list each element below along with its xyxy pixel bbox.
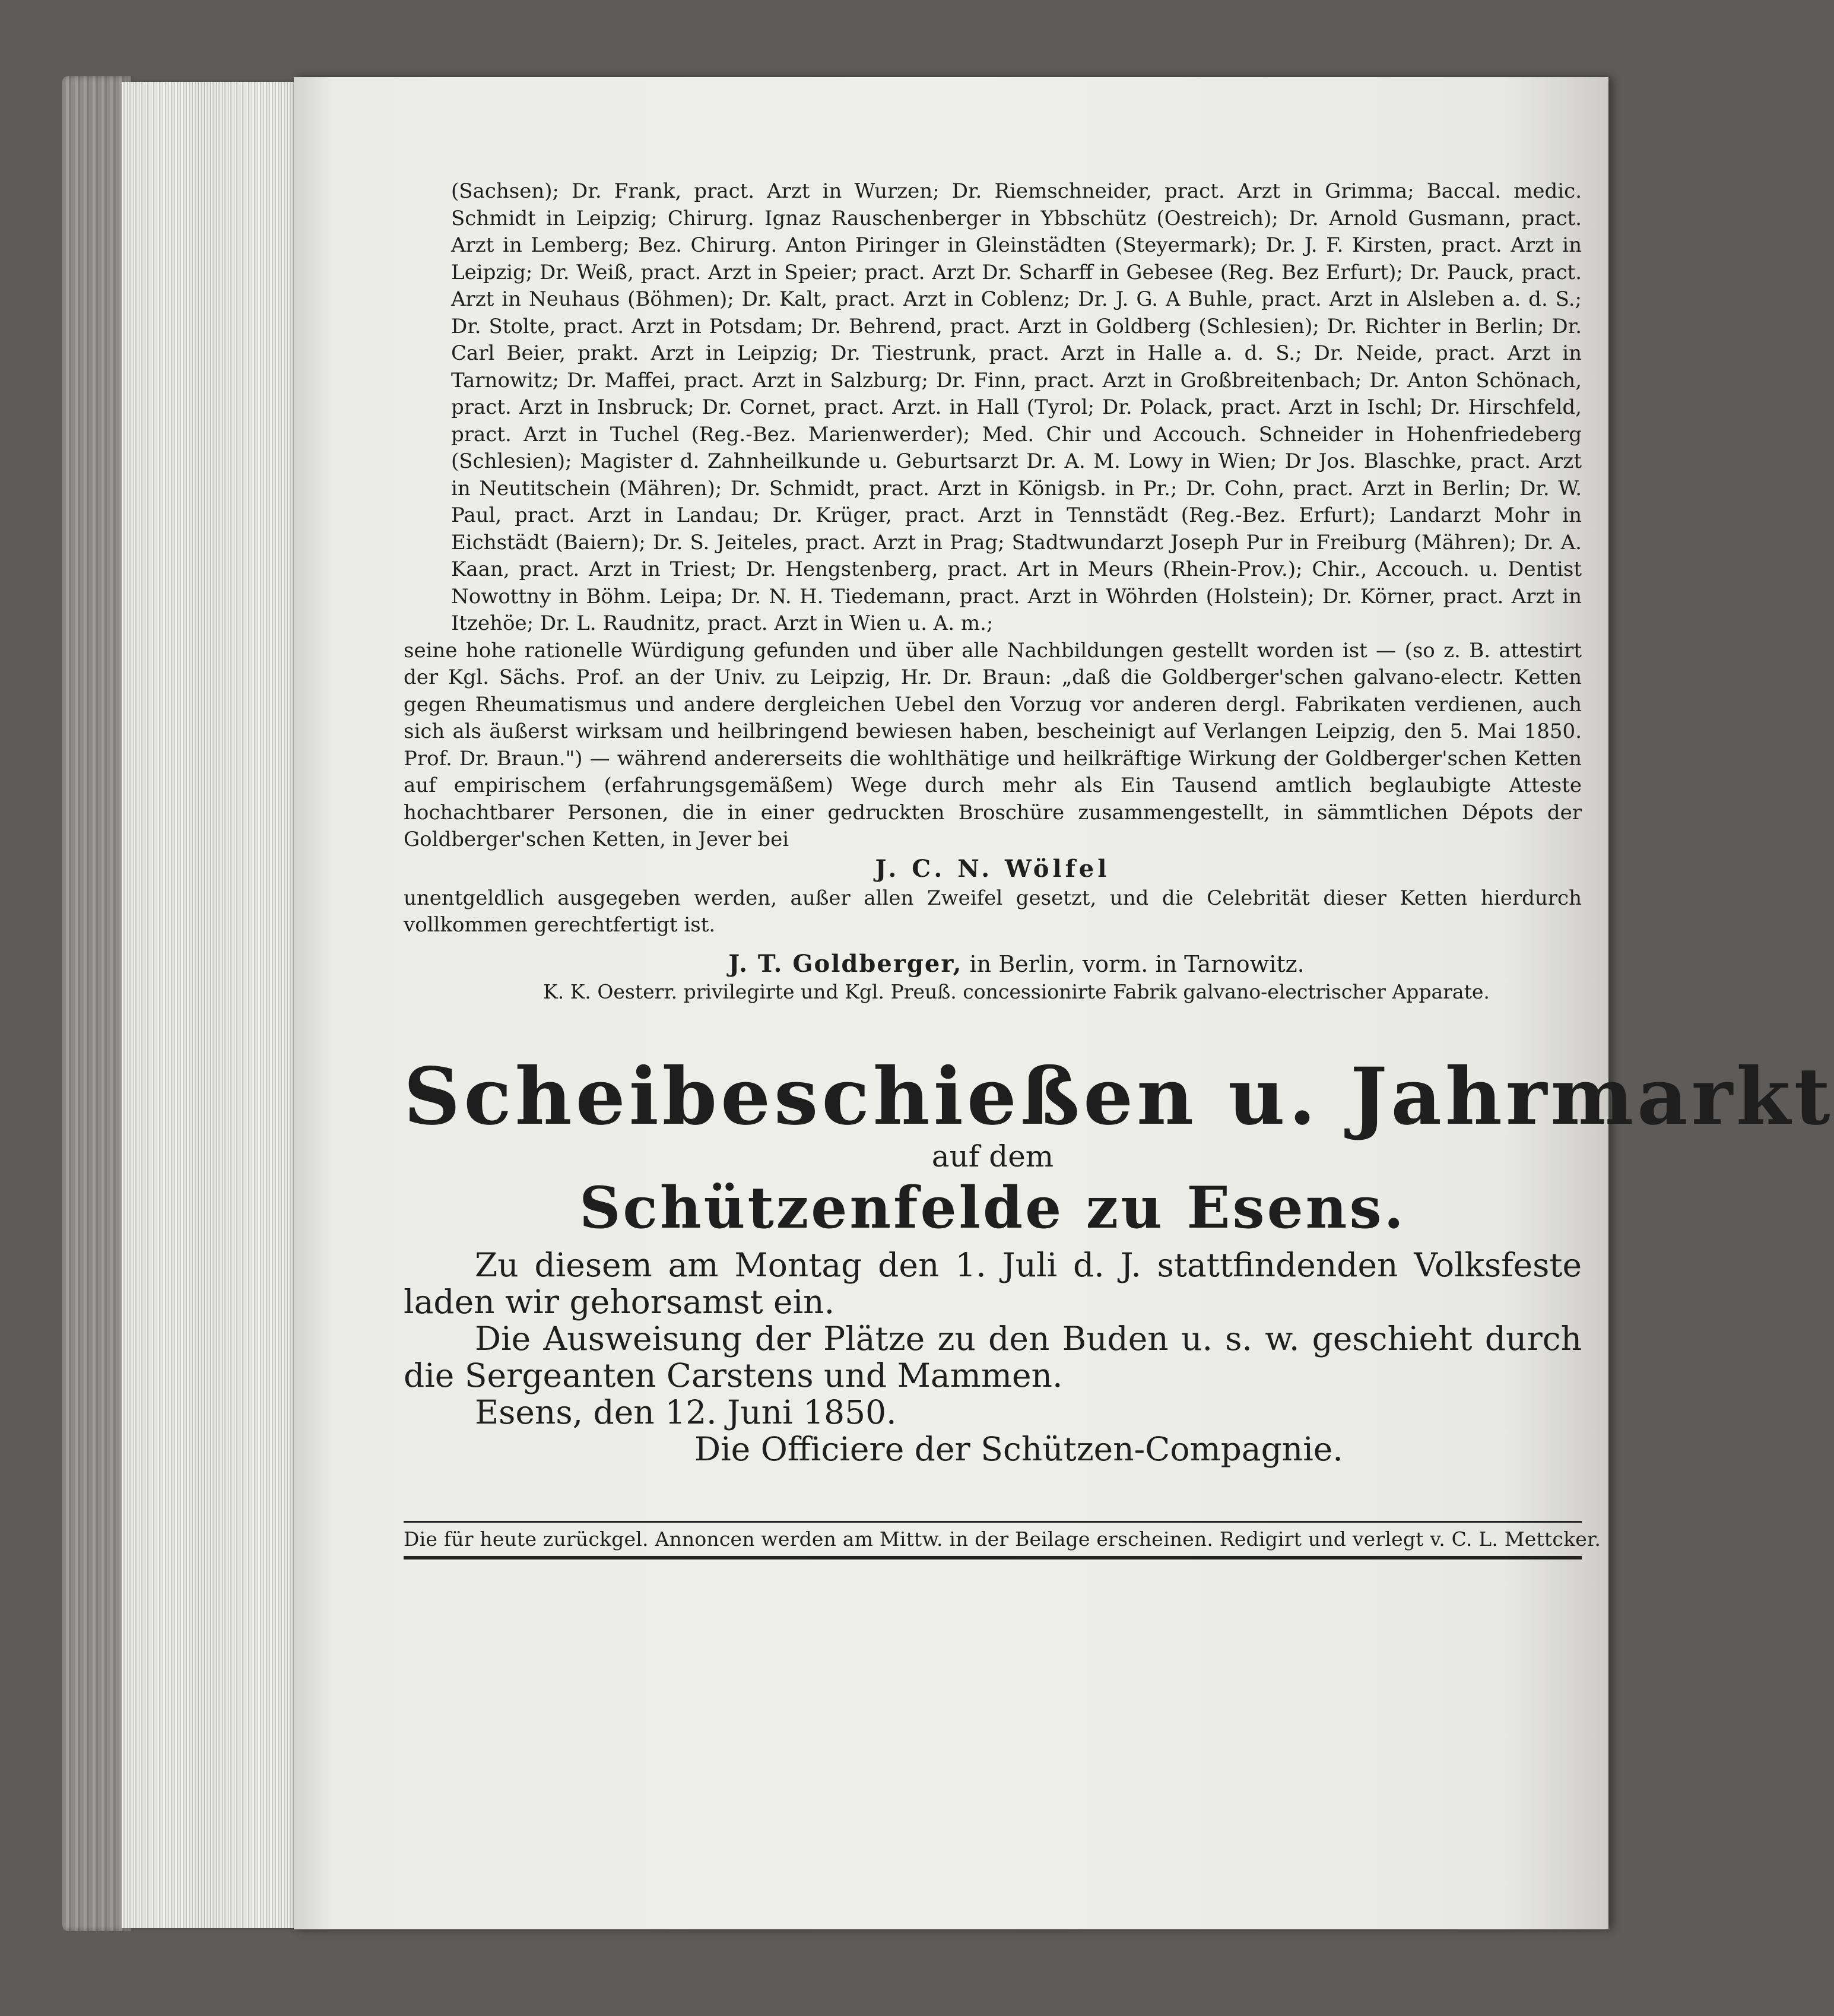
signature-name: J. T. Goldberger, [728, 949, 963, 978]
endorsement-list: (Sachsen); Dr. Frank, pract. Arzt in Wurzen; Dr. Riemschneider, pract. Arzt in Grimma; Baccal. medic. Schmidt in Leipzig; Chirurg. Ignaz Rauschenberger in Ybbschütz (Oestreich); Dr. Arnold Gusmann, pract. Arzt in Lemberg; Bez. Chirurg. Anton Piringer in Gleinstädten (Steyermark); Dr. J. F. Kirsten, pract. Arzt in Leipzig; Dr. Weiß, pract. Arzt in Speier; pract. Arzt Dr. Scharff in Gebesee (Reg. Bez Erfurt); Dr. Pauck, pract. Arzt in Neuhaus (Böhmen); Dr. Kalt, pract. Arzt in Coblenz; Dr. J. G. A Buhle, pract. Arzt in Alsleben a. d. S.; Dr. Stolte, pract. Arzt in Potsdam; Dr. Behrend, pract. Arzt in Goldberg (Schlesien); Dr. Richter in Berlin; Dr. Carl Beier, prakt. Arzt in Leipzig; Dr. Tiestrunk, pract. Arzt in Halle a. d. S.; Dr. Neide, pract. Arzt in Tarnowitz; Dr. Maffei, pract. Arzt in Salzburg; Dr. Finn, pract. Arzt in Großbreitenbach; Dr. Anton Schönach, pract. Arzt in Insbruck; Dr. Cornet, pract. Arzt. in Hall (Tyrol; Dr. Polack, pract. Arzt in Ischl; Dr. Hirschfeld, pract. Arzt in Tuchel (Reg.-Bez. Marienwerder); Med. Chir und Accouch. Schneider in Hohenfriedeberg (Schlesien); Magister d. Zahnheilkunde u. Geburtsarzt Dr. A. M. Lowy in Wien; Dr Jos. Blaschke, pract. Arzt in Neutitschein (Mähren); Dr. Schmidt, pract. Arzt in Königsb. in Pr.; Dr. Cohn, pract. Arzt in Berlin; Dr. W. Paul, pract. Arzt in Landau; Dr. Krüger, pract. Arzt in Tennstädt (Reg.-Bez. Erfurt); Landarzt Mohr in Eichstädt (Baiern); Dr. S. Jeiteles, pract. Arzt in Prag; Stadtwundarzt Joseph Pur in Freiburg (Mähren); Dr. A. Kaan, pract. Arzt in Triest; Dr. Hengstenberg, pract. Art in Meurs (Rhein-Prov.); Chir., Accouch. u. Dentist Nowottny in Böhm. Leipa; Dr. N. H. Tiedemann, pract. Arzt in Wöhrden (Holstein); Dr. Körner, pract. Arzt in Itzehöe; Dr. L. Raudnitz, pract. Arzt in Wien u. A. m.; [451, 179, 1582, 635]
newspaper-page [294, 77, 1834, 1929]
announcement-assignment: Die Ausweisung der Plätze zu den Buden u. s. w. geschieht durch die Sergeanten Carstens und Mammen. [404, 1319, 1582, 1394]
imprint-footer: Die für heute zurückgel. Annoncen werden am Mittw. in der Beilage erscheinen. Redigirt und verlegt v. C. L. Mettcker. [404, 1527, 1601, 1551]
signature-location: in Berlin, vorm. in Tarnowitz. [969, 950, 1305, 977]
announcement-dateline: Esens, den 12. Juni 1850. [475, 1393, 897, 1431]
agent-name: J. C. N. Wölfel [875, 854, 1110, 883]
signature-line [451, 950, 1582, 978]
page-content [404, 178, 1834, 1559]
page-stack [122, 82, 300, 1928]
announcement-subheadline: Schützenfelde zu Esens. [579, 1174, 1406, 1241]
footer-rule-bottom [404, 1556, 1582, 1559]
announcement-headline: Scheibeschießen u. Jahrmarkt [404, 1050, 1834, 1143]
announcement-invitation: Zu diesem am Montag den 1. Juli d. J. stattfindenden Volksfeste laden wir gehorsamst ein. [404, 1245, 1582, 1321]
announcement-connector: auf dem [931, 1139, 1054, 1174]
body-paragraph: seine hohe rationelle Würdigung gefunden und über alle Nachbildungen gestellt worden ist — (so z. B. attestirt der Kgl. Sächs. Prof. an der Univ. zu Leipzig, Hr. Dr. Braun: „daß die Goldberger'schen galvano-electr. Ketten gegen Rheumatismus und andere dergleichen Uebel den Vorzug vor anderen dergl. Fabrikaten verdienen, auch sich als äußerst wirksam und heilbringend bewiesen haben, bescheinigt auf Verlangen Leipzig, den 5. Mai 1850. Prof. Dr. Braun.") — während andererseits die wohlthätige und heilkräftige Wirkung der Goldberger'schen Ketten auf empirischem (erfahrungsgemäßem) Wege durch mehr als Ein Tausend amtlich beglaubigte Atteste hochachtbarer Personen, die in einer gedruckten Broschüre zusammengestellt, in sämmtlichen Dépots der Goldberger'schen Ketten, in Jever bei [404, 638, 1582, 851]
signature-firm: K. K. Oesterr. privilegirte und Kgl. Preuß. concessionirte Fabrik galvano-electrischer Apparate. [543, 980, 1490, 1003]
closing-paragraph: unentgeldlich ausgegeben werden, außer allen Zweifel gesetzt, und die Celebrität dieser Ketten hierdurch vollkommen gerechtfertigt ist. [404, 886, 1582, 937]
announcement-signed: Die Officiere der Schützen-Compagnie. [694, 1429, 1343, 1468]
